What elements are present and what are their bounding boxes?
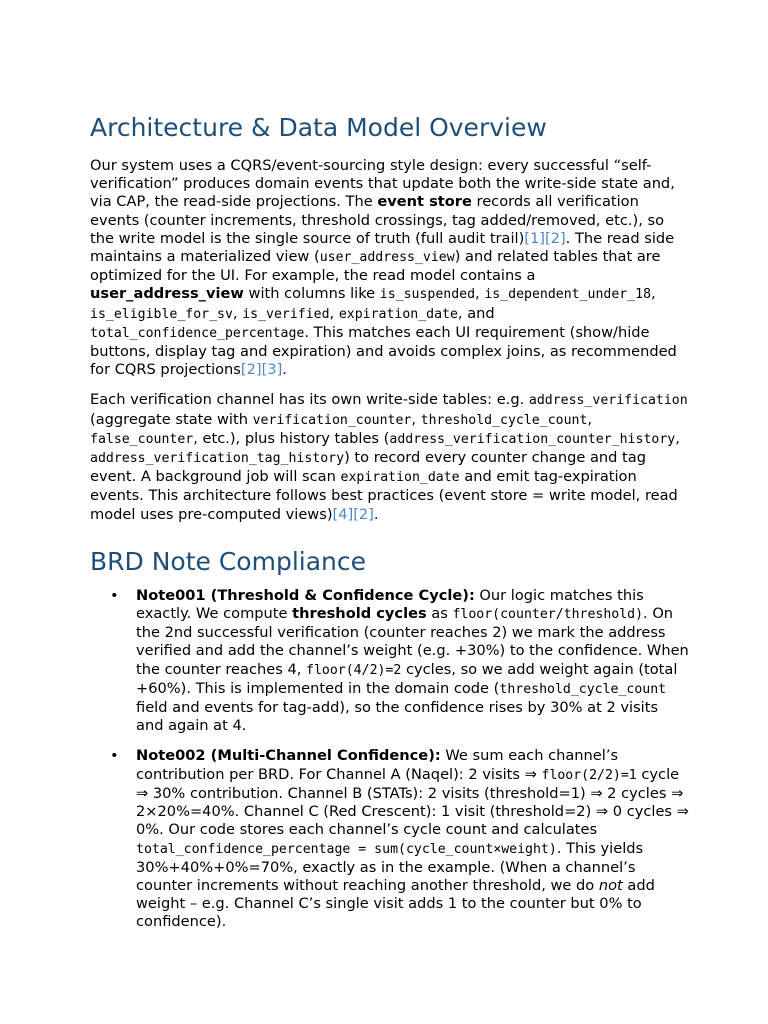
emphasis-text: not xyxy=(598,876,623,894)
code-span: floor(4/2)=2 xyxy=(306,662,402,678)
text-run: , xyxy=(475,285,485,303)
text-run: ) and related tables that are optimized for the UI. For example, the read model contains a xyxy=(90,248,661,285)
text-run: . xyxy=(282,361,287,379)
text-run: , xyxy=(411,410,421,428)
text-run: ) to record every counter change and tag event. A background job will scan xyxy=(90,449,646,486)
bold-text: event store xyxy=(377,193,472,211)
section-heading-architecture: Architecture & Data Model Overview xyxy=(90,113,547,142)
text-run: , xyxy=(232,304,243,322)
text-run: . xyxy=(373,505,379,523)
text-run: . The read side maintains a materialized view ( xyxy=(90,229,675,266)
code-span: user_address_view xyxy=(319,250,455,266)
section-heading-brd-compliance: BRD Note Compliance xyxy=(90,546,367,576)
code-span: total_confidence_percentage = sum(cycle_count×weight) xyxy=(136,841,557,857)
text-run: with columns like xyxy=(243,285,380,303)
text-run: . This matches each UI requirement (show/hide buttons, display tag and expiration) and avoids complex joins, as recommended for CQRS projections xyxy=(90,323,677,379)
text-run: , xyxy=(675,429,680,447)
code-span: is_dependent_under_18 xyxy=(484,287,652,303)
brd-note-list xyxy=(90,587,690,932)
text-run: , xyxy=(329,304,339,322)
code-span: address_verification_tag_history xyxy=(90,451,345,467)
document-page xyxy=(90,112,690,944)
bullet-icon: • xyxy=(110,586,119,604)
citation-link[interactable]: [4] xyxy=(332,505,354,523)
list-item-note002 xyxy=(90,747,690,931)
code-span: verification_counter xyxy=(252,412,412,428)
text-run: add weight – e.g. Channel C’s single visit adds 1 to the counter but 0% to confidence). xyxy=(136,876,655,931)
code-span: threshold_cycle_count xyxy=(499,681,667,697)
code-span: floor(2/2)=1 xyxy=(541,767,637,783)
citation-link[interactable]: [2] xyxy=(544,229,566,247)
list-item-note001 xyxy=(90,587,690,736)
text-run: and emit tag-expiration events. This architecture follows best practices (event store = write model, read model uses pre-computed views) xyxy=(90,468,678,523)
note002-text xyxy=(136,747,689,930)
text-run: , etc.), plus history tables ( xyxy=(193,429,390,447)
text-run: as xyxy=(426,605,453,623)
code-span: floor(counter/threshold) xyxy=(452,607,644,623)
text-run: We sum each channel’s contribution per BRD. For Channel A (Naqel): 2 visits ⇒ xyxy=(136,747,619,783)
text-run: . On the 2nd successful verification (counter reaches 2) we mark the address verified and add the channel’s weight (e.g. +30%) to the confidence. When the counter reaches 4, xyxy=(136,605,689,678)
text-run: field and events for tag-add), so the confidence rises by 30% at 2 visits and again at 4. xyxy=(136,699,659,735)
paragraph-architecture-2 xyxy=(90,391,690,523)
code-span: is_verified xyxy=(242,306,330,322)
bold-text: user_address_view xyxy=(90,285,244,303)
bold-text: Note001 (Threshold & Confidence Cycle): xyxy=(136,586,475,604)
code-span: is_eligible_for_sv xyxy=(90,306,233,322)
text-run: cycle ⇒ 30% contribution. Channel B (STATs): 2 visits (threshold=1) ⇒ 2 cycles ⇒ 2×20%=40%. Channel C (Red Crescent): 1 visit (threshold=2) ⇒ 0 cycles ⇒ 0%. Our code stores each channel’s cycle count and calculates xyxy=(136,765,689,839)
text-run: (aggregate state with xyxy=(90,410,253,428)
code-span: expiration_date xyxy=(338,306,458,322)
note001-text xyxy=(136,587,689,734)
code-span: is_suspended xyxy=(379,287,476,303)
bullet-icon: • xyxy=(110,747,119,765)
citation-link[interactable]: [2] xyxy=(353,505,374,523)
text-run: , xyxy=(651,285,656,303)
citation-link[interactable]: [2] xyxy=(240,361,262,379)
code-span: false_counter xyxy=(90,431,194,447)
text-run: . This yields 30%+40%+0%=70%, exactly as in the example. (When a channel’s counter increments without reaching another threshold, we do xyxy=(136,839,644,894)
code-span: total_confidence_percentage xyxy=(90,325,305,341)
code-span: address_verification xyxy=(528,393,688,409)
citation-link[interactable]: [1] xyxy=(524,229,545,247)
bold-text: Note002 (Multi-Channel Confidence): xyxy=(136,747,441,765)
text-run: cycles, so we add weight again (total +60%). This is implemented in the domain code ( xyxy=(136,660,678,697)
text-run: Our system uses a CQRS/event-sourcing style design: every successful “self-verification” produces domain events that update both the write-side state and, via CAP, the read-side projections. The xyxy=(90,157,675,211)
code-span: threshold_cycle_count xyxy=(420,412,588,428)
bold-text: threshold cycles xyxy=(292,605,427,623)
code-span: address_verification_counter_history xyxy=(389,431,676,447)
paragraph-architecture-1 xyxy=(90,157,690,379)
citation-link[interactable]: [3] xyxy=(261,361,283,379)
text-run: records all verification events (counter increments, threshold crossings, tag added/removed, etc.), so the write model is the single source of truth (full audit trail) xyxy=(90,193,665,247)
code-span: expiration_date xyxy=(340,470,460,486)
text-run: , and xyxy=(457,304,495,322)
text-run: , xyxy=(587,410,593,428)
text-run: Our logic matches this exactly. We compute xyxy=(136,586,644,623)
text-run: Each verification channel has its own write-side tables: e.g. xyxy=(90,391,529,409)
